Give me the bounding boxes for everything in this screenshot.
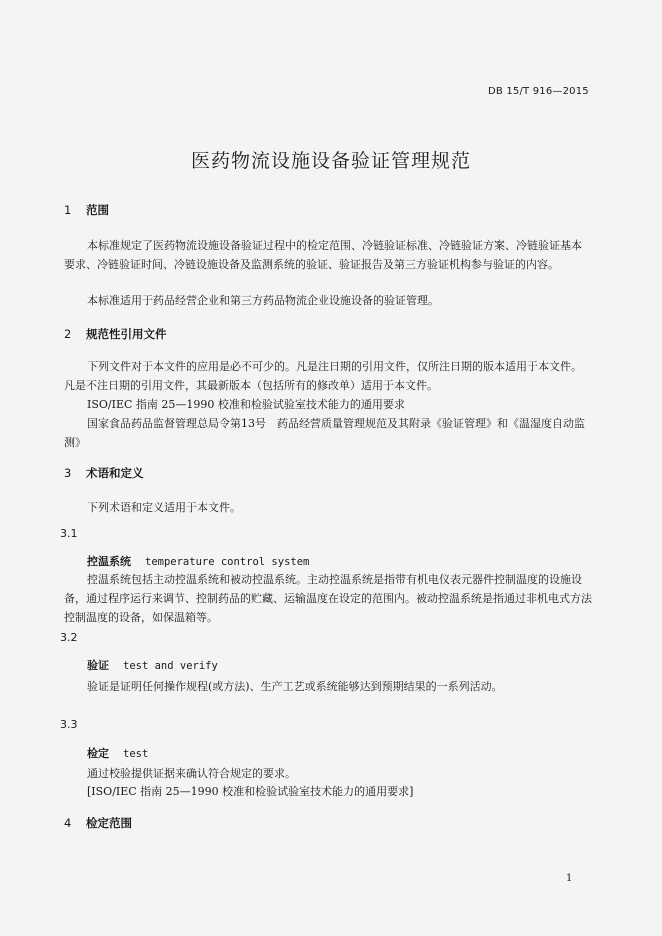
normative-reference-1: ISO/IEC 指南 25—1990 校准和检验试验室技术能力的通用要求: [87, 398, 405, 411]
section-1-heading: [64, 202, 109, 218]
clause-3-2-term: [87, 657, 218, 673]
clause-3-1-number: 3.1: [60, 527, 78, 540]
term-chinese: 验证: [87, 659, 109, 672]
clause-3-3-source: [ISO/IEC 指南 25—1990 校准和检验试验室技术能力的通用要求]: [87, 785, 414, 798]
clause-3-2-definition: 验证是证明任何操作规程(或方法)、生产工艺或系统能够达到预期结果的一系列活动。: [87, 680, 503, 693]
section-number: 1: [64, 203, 72, 217]
term-english: temperature control system: [145, 556, 310, 568]
section-3-paragraph-1: 下列术语和定义适用于本文件。: [87, 501, 241, 514]
section-4-heading: [64, 815, 132, 831]
term-english: test: [123, 748, 149, 760]
term-chinese: 控温系统: [87, 555, 131, 568]
section-3-heading: [64, 465, 144, 481]
section-2-heading: [64, 326, 167, 342]
clause-3-2-number: 3.2: [60, 631, 78, 644]
clause-3-3-term: [87, 745, 148, 761]
section-title: 术语和定义: [86, 466, 144, 480]
term-english: test and verify: [123, 660, 218, 672]
section-title: 规范性引用文件: [86, 327, 167, 341]
section-1-paragraph-2: 本标准适用于药品经营企业和第三方药品物流企业设施设备的验证管理。: [87, 294, 439, 307]
section-title: 范围: [86, 203, 109, 217]
section-number: 3: [64, 466, 72, 480]
term-chinese: 检定: [87, 747, 109, 760]
clause-3-3-definition: 通过校验提供证据来确认符合规定的要求。: [87, 767, 296, 780]
normative-reference-2: 国家食品药品监督管理总局令第13号 药品经营质量管理规范及其附录《验证管理》和《温湿度自动监测》: [64, 417, 585, 449]
clause-3-1-term: [87, 553, 309, 569]
section-2-paragraph-1: 下列文件对于本文件的应用是必不可少的。凡是注日期的引用文件，仅所注日期的版本适用于本文件。凡是不注日期的引用文件，其最新版本（包括所有的修改单）适用于本文件。: [64, 360, 582, 392]
page-number: 1: [566, 873, 573, 884]
section-number: 2: [64, 327, 72, 341]
clause-3-1-definition: 控温系统包括主动控温系统和被动控温系统。主动控温系统是指带有机电仪表元器件控制温度的设施设备，通过程序运行来调节、控制药品的贮藏、运输温度在设定的范围内。被动控温系统是指通过非机电式方法控制温度的设备，如保温箱等。: [64, 573, 592, 624]
section-1-paragraph-1: 本标准规定了医药物流设施设备验证过程中的检定范围、冷链验证标准、冷链验证方案、冷链验证基本要求、冷链验证时间、冷链设施设备及监测系统的验证、验证报告及第三方验证机构参与验证的内容。: [64, 239, 582, 271]
section-number: 4: [64, 816, 72, 830]
document-title: 医药物流设施设备验证管理规范: [190, 150, 471, 172]
standard-code: DB 15/T 916—2015: [488, 86, 589, 97]
clause-3-3-number: 3.3: [60, 718, 78, 731]
section-title: 检定范围: [86, 816, 132, 830]
